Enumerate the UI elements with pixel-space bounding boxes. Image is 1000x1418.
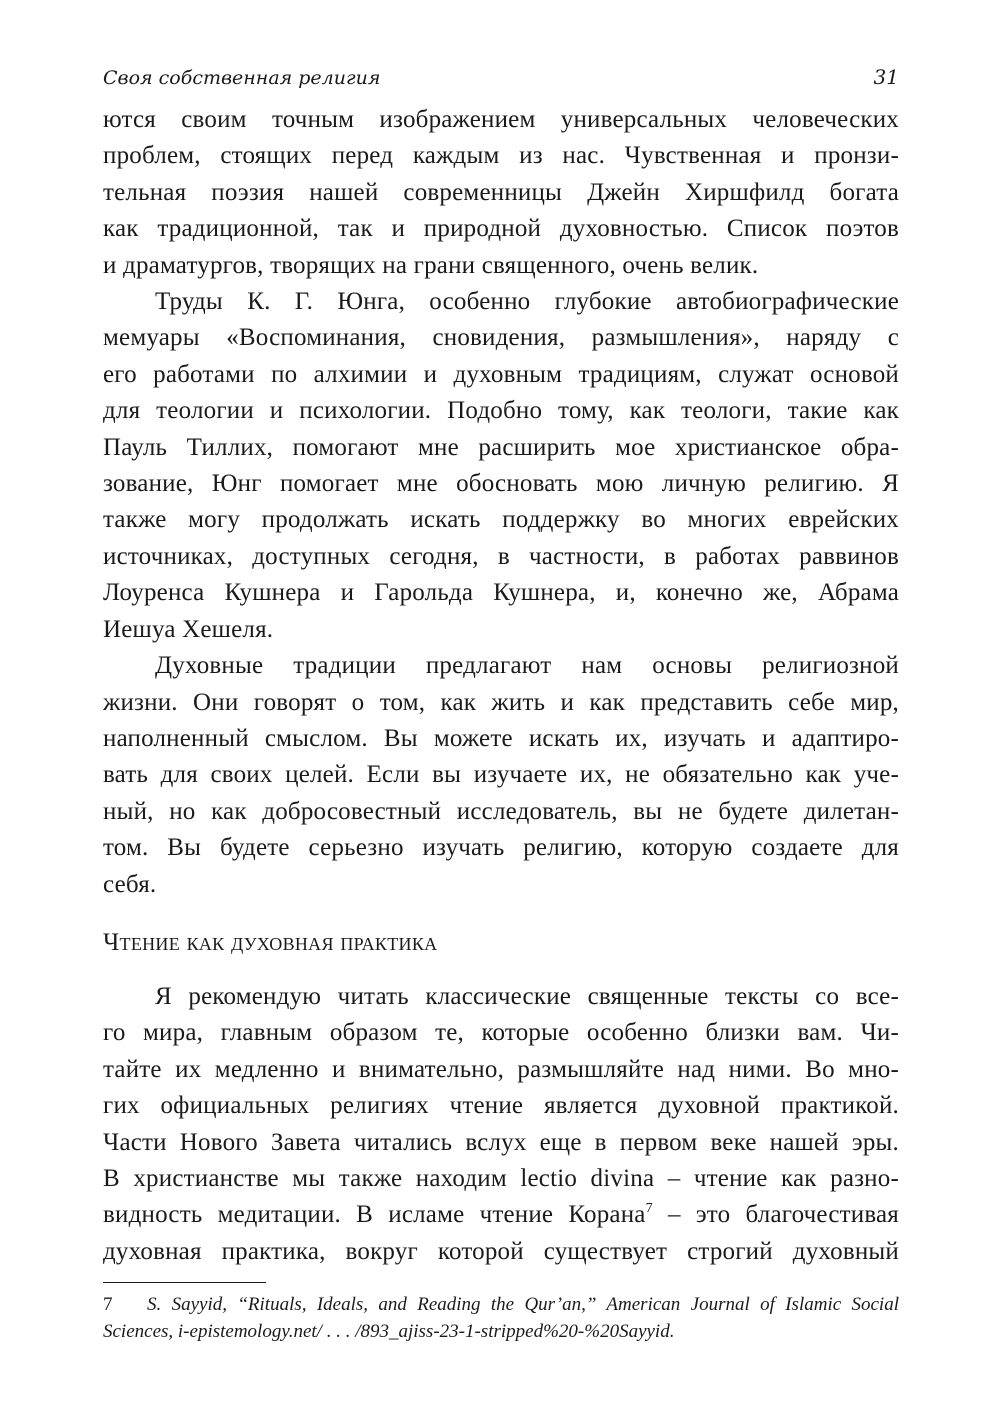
paragraph-2 — [103, 284, 899, 648]
text-line: ный, но как добросовестный исследователь, вы не будете дилетан- — [103, 797, 899, 825]
section-heading: Чтение как духовная практика — [103, 928, 438, 956]
footnote-text: Sciences, i-epistemology.net/ . . . /893_ajiss-23-1-stripped%20-%20Sayyid. — [103, 1321, 675, 1343]
text-line: Части Нового Завета читались вслух еще в первом веке нашей эры. — [103, 1128, 899, 1156]
text-line: Иешуа Хешеля. — [103, 615, 274, 643]
text-line: го мира, главным образом те, которые особенно близки вам. Чи- — [103, 1019, 899, 1047]
text-line: также могу продолжать искать поддержку во многих еврейских — [103, 506, 899, 534]
text-line: В христианстве мы также находим lectio divina – чтение как разно- — [103, 1164, 899, 1192]
text-line: том. Вы будете серьезно изучать религию, которую создаете для — [103, 834, 899, 862]
text-line: как традиционной, так и природной духовностью. Список поэтов — [103, 215, 899, 243]
running-head — [103, 62, 899, 102]
page-number: 31 — [873, 65, 899, 89]
text-line: для теологии и психологии. Подобно тому, как теологи, такие как — [103, 397, 899, 425]
footnote-line — [103, 1318, 899, 1345]
page — [103, 62, 899, 1345]
text-line: наполненный смыслом. Вы можете искать их, изучать и адаптиро- — [103, 724, 899, 752]
text-line: проблем, стоящих перед каждым из нас. Чувственная и пронзи- — [103, 142, 899, 170]
text-line: мемуары «Воспоминания, сновидения, размышления», наряду с — [103, 324, 899, 352]
footnote-text: S. Sayyid, “Rituals, Ideals, and Reading the Qur’an,” American Journal of Islamic Social — [147, 1294, 899, 1316]
text-line: Я рекомендую читать классические священные тексты со все- — [155, 982, 899, 1010]
text-line-with-footnote-ref — [103, 1197, 899, 1233]
footnote-divider — [103, 1282, 266, 1283]
text-line: его работами по алхимии и духовным традициям, служат основой — [103, 360, 899, 388]
text-segment: видность медитации. В исламе чтение Корана — [103, 1201, 646, 1229]
paragraph-1 — [103, 102, 899, 284]
text-line: гих официальных религиях чтение является духовной практикой. — [103, 1092, 899, 1120]
text-line: жизни. Они говорят о том, как жить и как представить себе мир, — [103, 688, 899, 716]
text-line: тельная поэзия нашей современницы Джейн Хиршфилд богата — [103, 178, 899, 206]
text-line: вать для своих целей. Если вы изучаете их, не обязательно как уче- — [103, 761, 899, 789]
footnote-number: 7 — [103, 1294, 113, 1316]
text-line: Труды К. Г. Юнга, особенно глубокие автобиографические — [155, 288, 899, 316]
text-line: ются своим точным изображением универсальных человеческих — [103, 106, 899, 133]
footnote-line — [103, 1291, 899, 1318]
text-line: Пауль Тиллих, помогают мне расширить мое христианское обра- — [103, 433, 899, 461]
footnote-reference[interactable]: 7 — [645, 1201, 653, 1217]
body-text — [103, 102, 899, 1270]
paragraph-4 — [103, 979, 899, 1270]
footnote — [103, 1291, 899, 1345]
text-line: зование, Юнг помогает мне обосновать мою личную религию. Я — [103, 470, 899, 498]
text-line: духовная практика, вокруг которой существует строгий духовный — [103, 1237, 899, 1265]
text-line: источниках, доступных сегодня, в частности, в работах раввинов — [103, 542, 899, 570]
text-line: себя. — [103, 870, 157, 898]
text-line: Лоуренса Кушнера и Гарольда Кушнера, и, конечно же, Абрама — [103, 579, 899, 607]
text-line: Духовные традиции предлагают нам основы религиозной — [155, 652, 899, 680]
text-line: и драматургов, творящих на грани священного, очень велик. — [103, 251, 759, 279]
text-segment: – это благочестивая — [652, 1201, 899, 1229]
text-line: тайте их медленно и внимательно, размышляйте над ними. Во мно- — [103, 1055, 899, 1083]
paragraph-3 — [103, 648, 899, 903]
running-head-title: Своя собственная религия — [103, 67, 381, 89]
